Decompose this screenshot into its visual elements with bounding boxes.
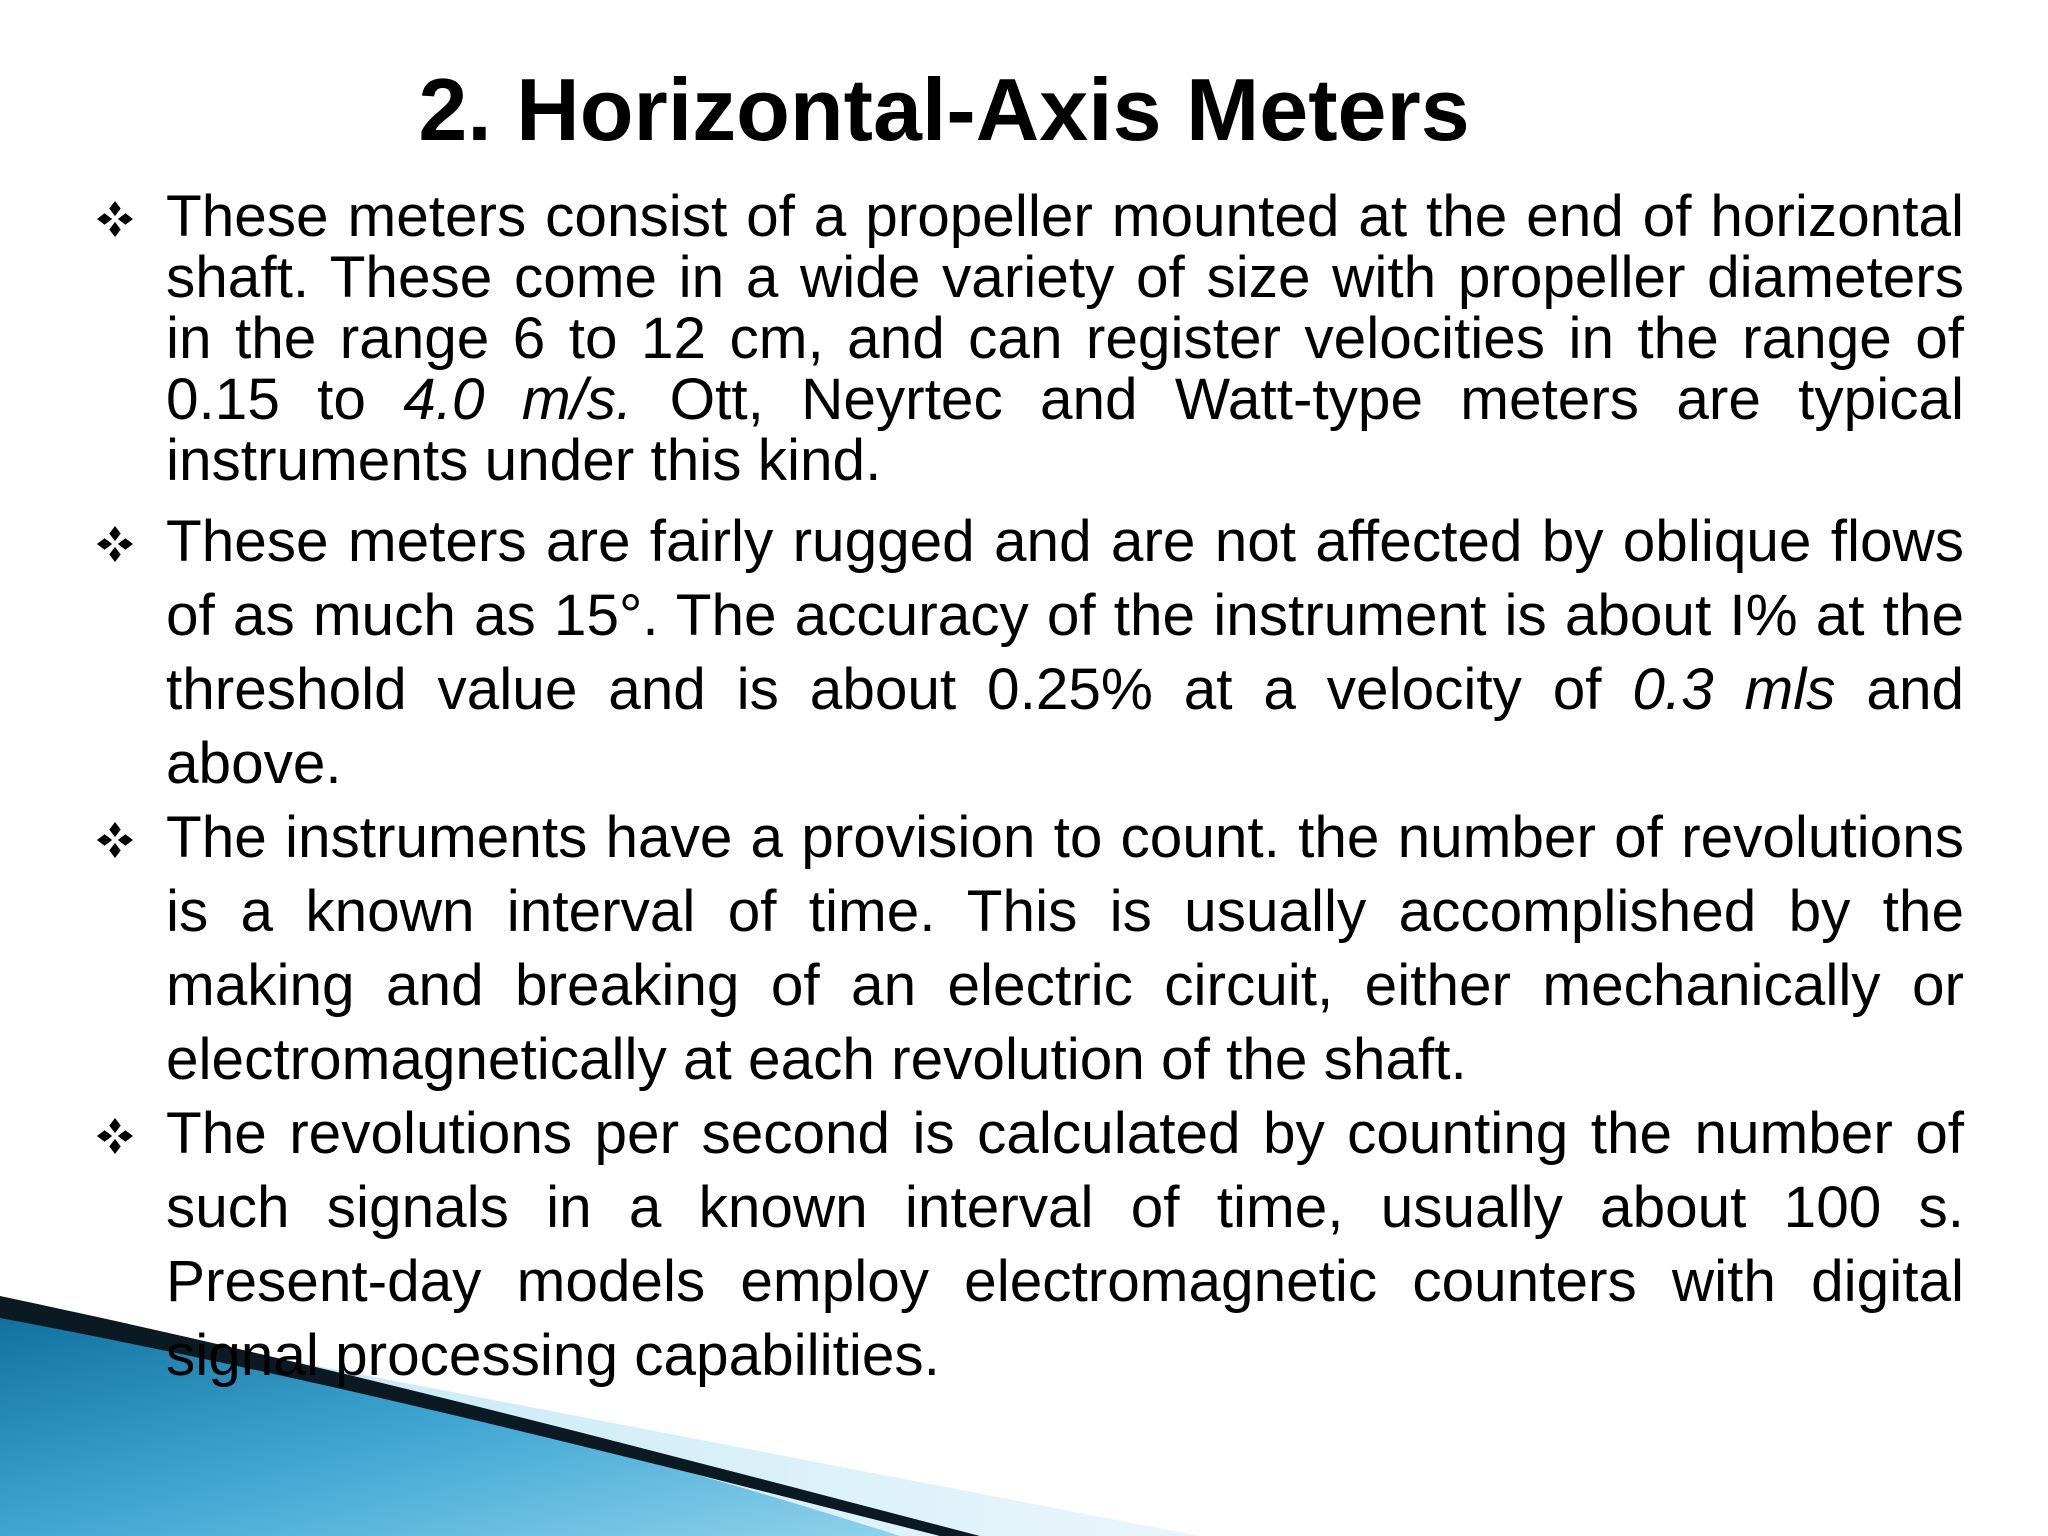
- four-diamond-bullet-icon: [96, 200, 134, 238]
- four-diamond-bullet-icon: [96, 1117, 134, 1155]
- bullet-text: [166, 505, 1964, 801]
- bullet-item: [96, 801, 1964, 1097]
- bullet-item: [96, 1097, 1964, 1393]
- bullet-text-part: These meters are fairly rugged and are not affected by oblique flows of as much as 15°. The accuracy of the instrument is about I% at the threshold value and is about 0.25% at a velocity of: [166, 509, 1964, 722]
- bullet-text-part: Ott, Neyrtec and Watt-type meters are typical instruments under this kind.: [166, 367, 1964, 493]
- slide-title: 2. Horizontal-Axis Meters: [418, 60, 1470, 159]
- bullet-text-part: and above.: [166, 657, 1965, 796]
- bullet-text-emphasis: 4.0 m/s.: [403, 367, 633, 432]
- bullet-text-part: These meters consist of a propeller mounted at the end of horizontal shaft. These come in a wide variety of size with propeller diameters in the range 6 to 12 cm, and can register velocities in the range of 0.15 to: [166, 184, 1964, 432]
- bullet-text-emphasis: 0.3 mls: [1632, 657, 1836, 722]
- bullet-text: The instruments have a provision to count. the number of revolutions is a known interval of time. This is usually accomplished by the making and breaking of an electric circuit, either mechanically or electromagnetically at each revolution of the shaft.: [166, 805, 1964, 1092]
- bullet-text: The revolutions per second is calculated by counting the number of such signals in a known interval of time, usually about 100 s. Present-day models employ electromagnetic counters with digital signal processing capabilities.: [166, 1101, 1964, 1388]
- four-diamond-bullet-icon: [96, 821, 134, 859]
- four-diamond-bullet-icon: [96, 525, 134, 563]
- bullet-item: [96, 186, 1964, 491]
- bullet-list: [96, 186, 1964, 1393]
- bullet-item: [96, 505, 1964, 801]
- bullet-text: [166, 186, 1964, 491]
